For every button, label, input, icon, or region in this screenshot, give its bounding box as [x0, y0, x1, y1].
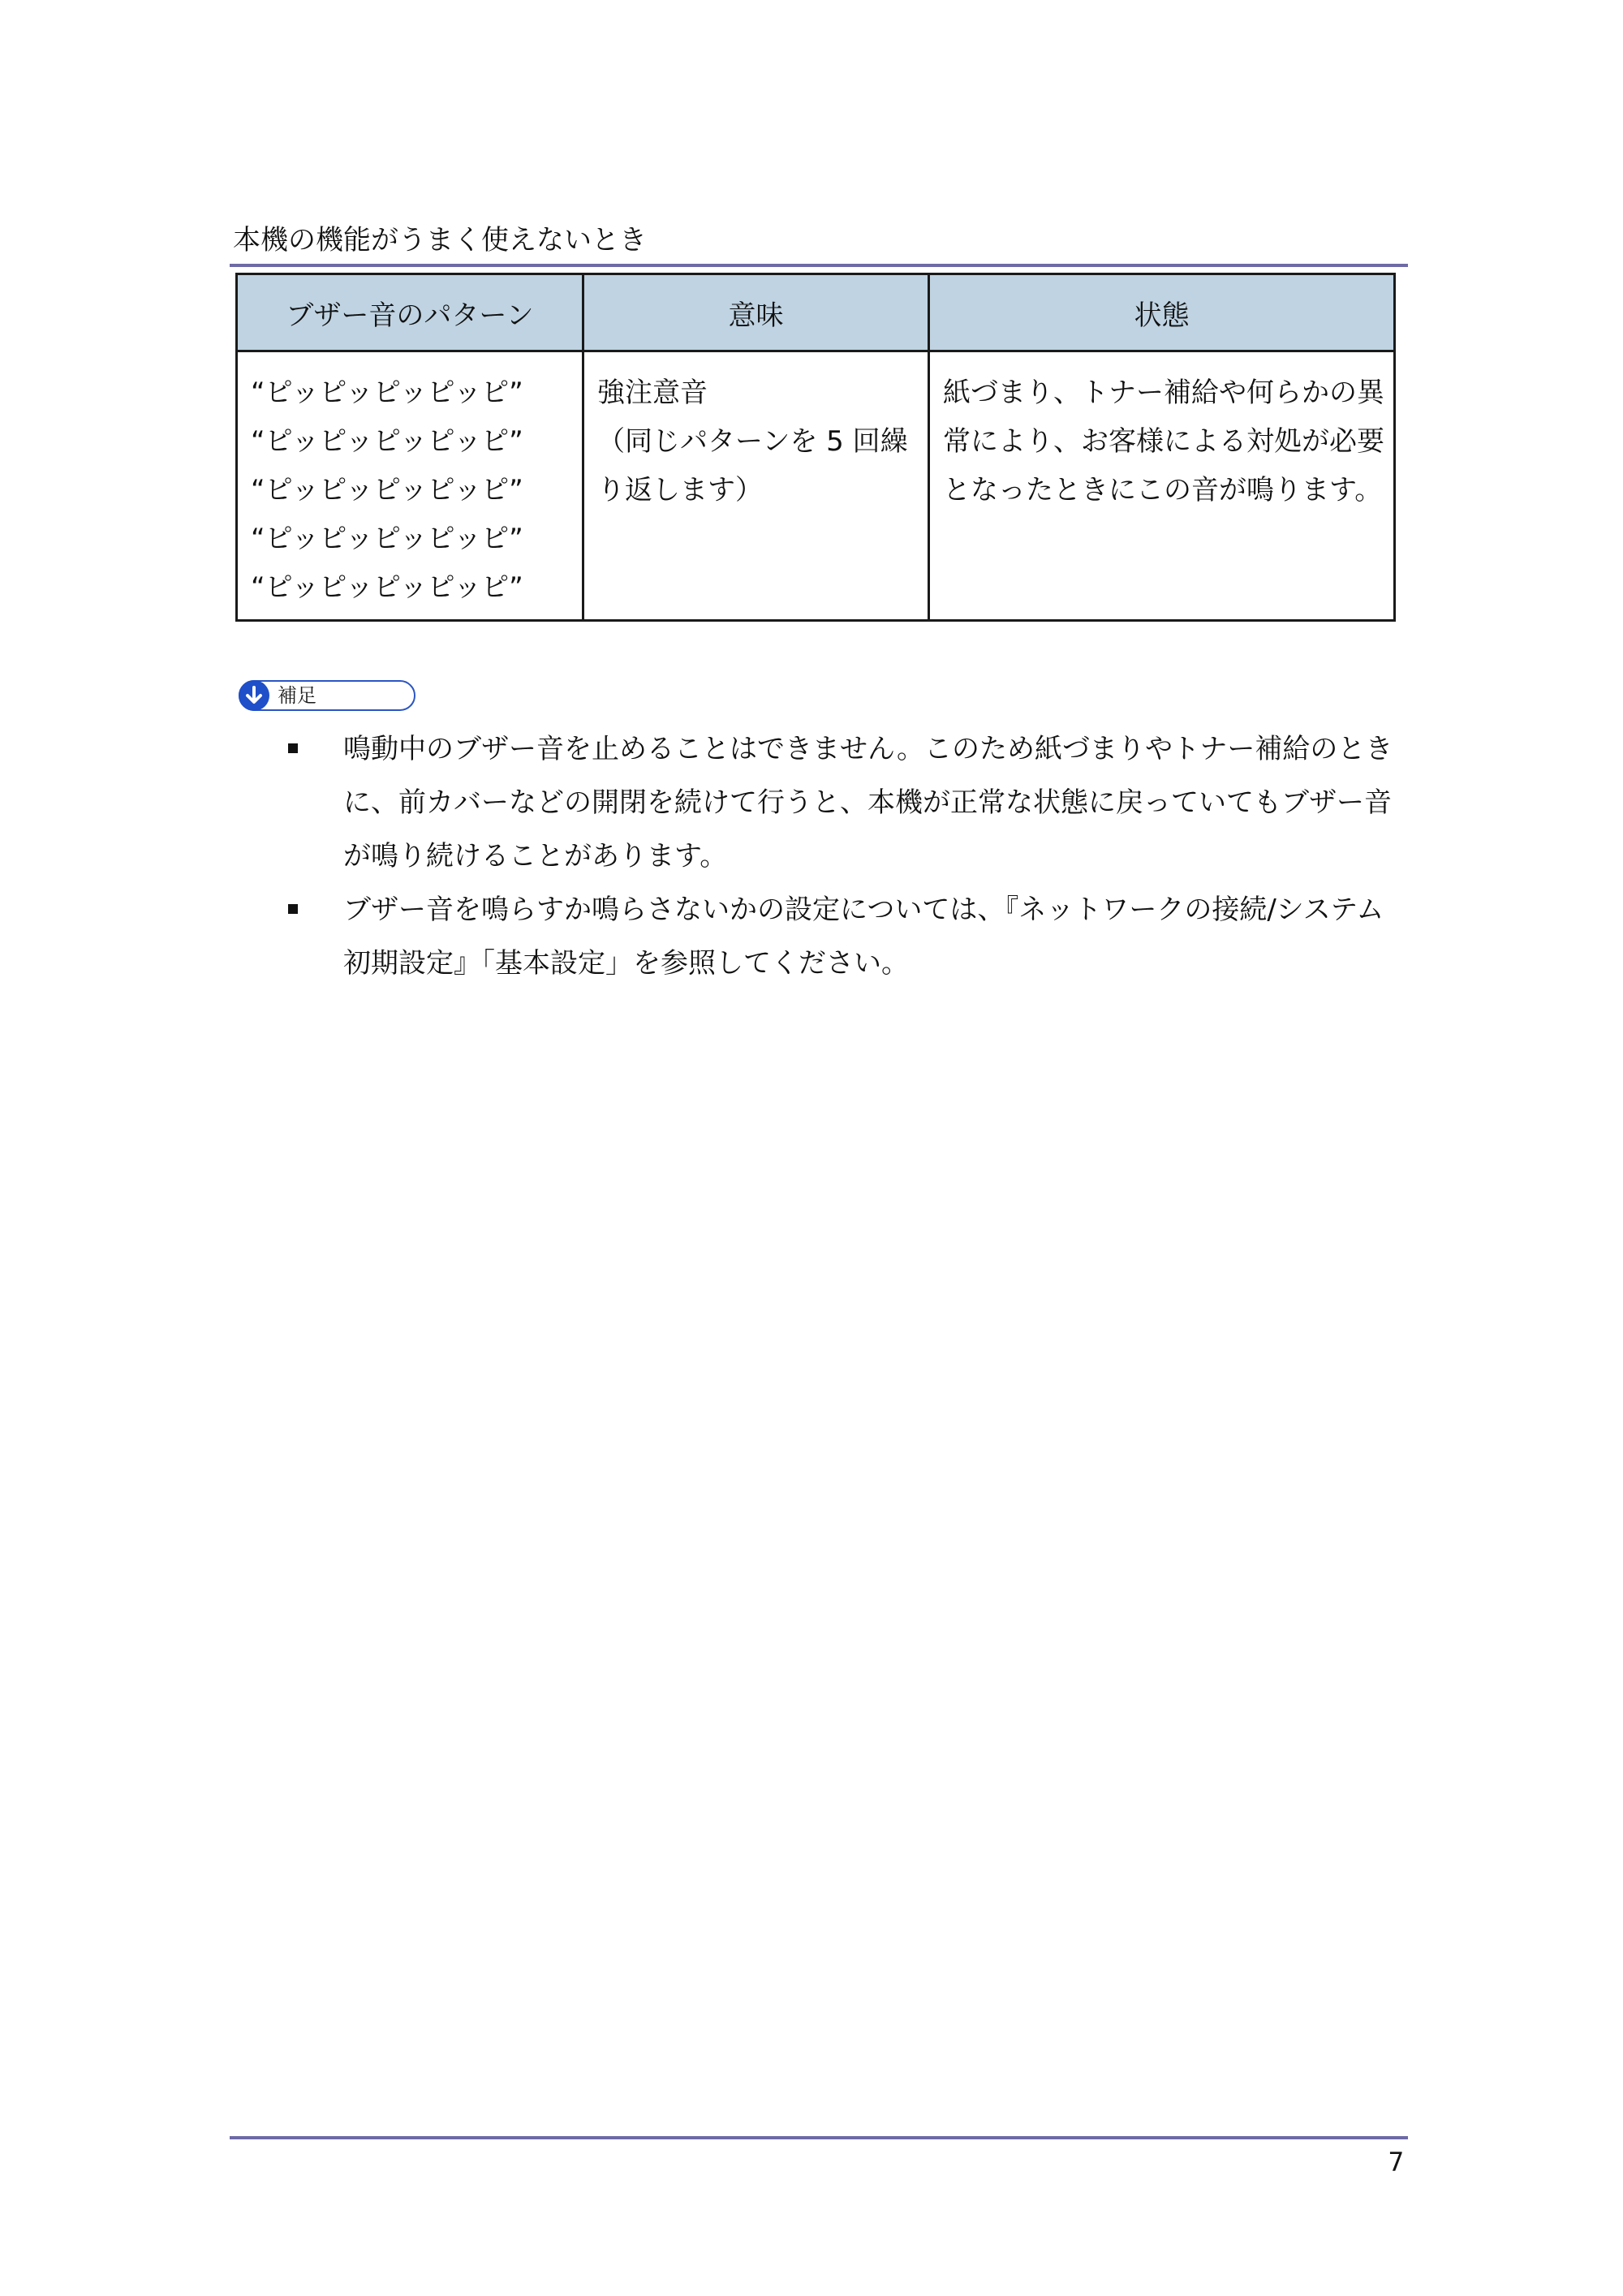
page-number: 7 — [1388, 2147, 1404, 2178]
pattern-line: “ピッピッピッピッピ” — [251, 523, 523, 555]
meaning-detail: （同じパターンを 5 回繰り返します） — [597, 425, 908, 506]
pattern-line: “ピッピッピッピッピ” — [251, 425, 523, 458]
meaning-title: 強注意音 — [597, 377, 708, 409]
note-badge — [239, 680, 415, 711]
header-pattern: ブザー音のパターン — [237, 274, 583, 351]
state-text: 紙づまり、トナー補給や何らかの異常により、お客様による対処が必要となったときにこの音が鳴ります。 — [943, 377, 1384, 506]
square-bullet-icon — [288, 904, 298, 914]
note-label: 補足 — [278, 684, 316, 707]
header-state: 状態 — [929, 274, 1395, 351]
down-arrow-icon — [239, 680, 269, 711]
pattern-line: “ピッピッピッピッピ” — [251, 571, 523, 604]
pattern-line: “ピッピッピッピッピ” — [251, 474, 523, 506]
note-list — [288, 722, 1408, 990]
header-rule — [230, 264, 1408, 267]
footer-rule — [230, 2136, 1408, 2139]
meaning-cell — [583, 351, 929, 621]
buzzer-pattern-table — [235, 273, 1396, 622]
section-title: 本機の機能がうまく使えないとき — [233, 224, 647, 256]
pattern-line: “ピッピッピッピッピ” — [251, 377, 523, 409]
note-text: ブザー音を鳴らすか鳴らさないかの設定については、『ネットワークの接続/システム初期設定』「基本設定」を参照してください。 — [343, 894, 1384, 980]
table-header-row — [237, 274, 1395, 351]
table-row — [237, 351, 1395, 621]
list-item — [288, 722, 1408, 883]
square-bullet-icon — [288, 743, 298, 753]
list-item — [288, 883, 1408, 990]
pattern-cell — [237, 351, 583, 621]
state-cell — [929, 351, 1395, 621]
header-meaning: 意味 — [583, 274, 929, 351]
note-text: 鳴動中のブザー音を止めることはできません。このため紙づまりやトナー補給のときに、前カバーなどの開閉を続けて行うと、本機が正常な状態に戻っていてもブザー音が鳴り続けることがあります。 — [343, 733, 1393, 872]
